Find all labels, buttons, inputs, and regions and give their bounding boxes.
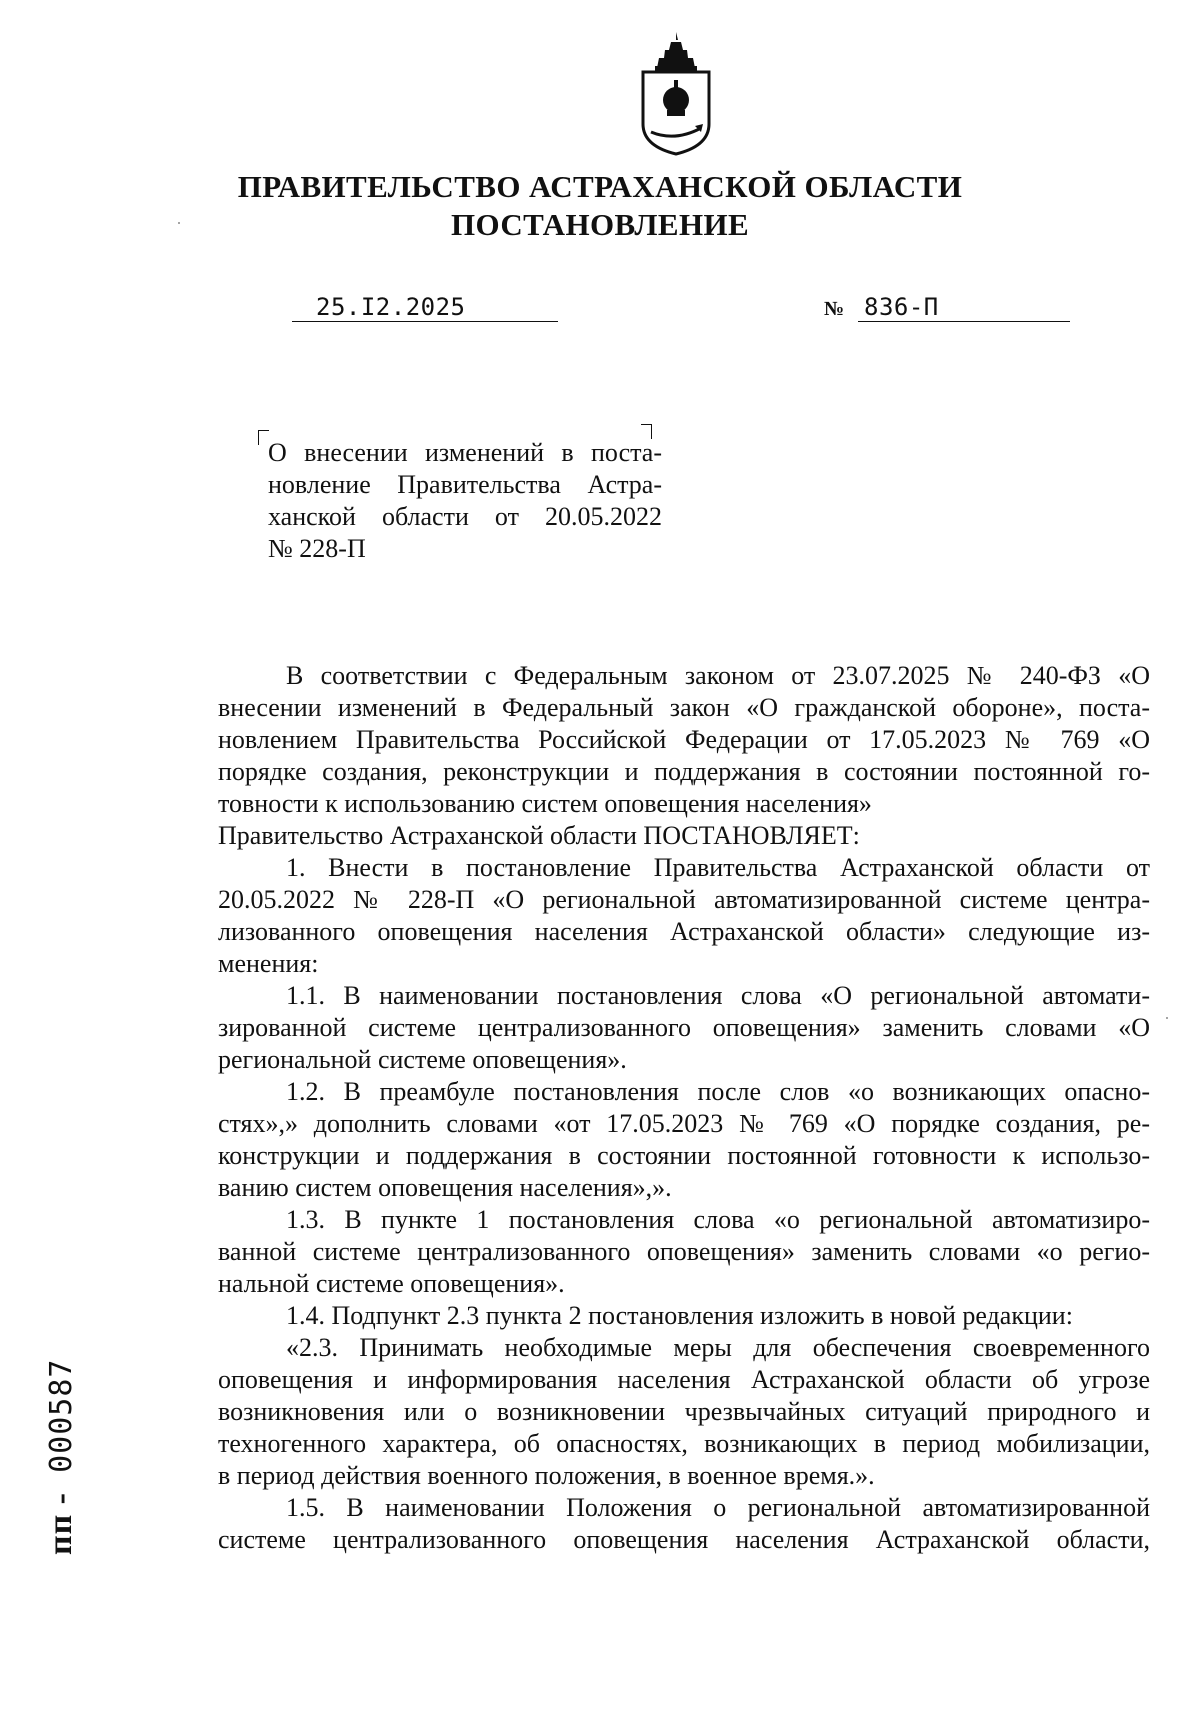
document-body: [218, 660, 1150, 1556]
subject-line: № 228-П: [268, 534, 366, 563]
body-line: 1.5. В наименовании Положения о региональной автоматизированной: [286, 1493, 1150, 1522]
stamp-prefix: пп -: [42, 1491, 79, 1555]
body-line: менения:: [218, 949, 319, 978]
body-line: возникновения или о возникновении чрезвычайных ситуаций природного и: [218, 1397, 1150, 1426]
body-line: ванной системе централизованного оповещения» заменить словами «о регио-: [218, 1237, 1150, 1266]
body-line: стях»,» дополнить словами «от 17.05.2023 № 769 «О порядке создания, ре-: [218, 1109, 1150, 1138]
subject-line: О внесении изменений в поста-: [268, 438, 662, 467]
registration-stamp: [42, 1355, 80, 1555]
body-line: оповещения и информирования населения Астраханской области об угрозе: [218, 1365, 1150, 1394]
body-line: новлением Правительства Российской Федерации от 17.05.2023 № 769 «О: [218, 725, 1150, 754]
scan-speck: [178, 222, 180, 224]
body-line: В соответствии с Федеральным законом от 23.07.2025 № 240-ФЗ «О: [286, 661, 1150, 690]
body-line: порядке создания, реконструкции и поддержания в состоянии постоянной го-: [218, 757, 1150, 786]
body-line: 1. Внести в постановление Правительства Астраханской области от: [286, 853, 1150, 882]
body-line: 1.2. В преамбуле постановления после слов «о возникающих опасно-: [286, 1077, 1150, 1106]
astrakhan-coat-of-arms-icon: [635, 28, 717, 158]
document-date: 25.I2.2025: [292, 293, 558, 322]
body-line: ванию систем оповещения населения»,».: [218, 1173, 672, 1202]
stamp-number: 000587: [44, 1358, 79, 1473]
body-line: в период действия военного положения, в военное время.».: [218, 1461, 875, 1490]
body-line: 1.1. В наименовании постановления слова «О региональной автомати-: [286, 981, 1150, 1010]
scan-speck: [1166, 1017, 1168, 1019]
organization-title: ПРАВИТЕЛЬСТВО АСТРАХАНСКОЙ ОБЛАСТИ: [237, 169, 963, 204]
document-type-title: ПОСТАНОВЛЕНИЕ: [450, 207, 750, 242]
body-line: техногенного характера, об опасностях, возникающих в период мобилизации,: [218, 1429, 1150, 1458]
body-line: лизованного оповещения населения Астраханской области» следующие из-: [218, 917, 1150, 946]
body-line: внесении изменений в Федеральный закон «О гражданской обороне», поста-: [218, 693, 1150, 722]
document-number: 836-П: [858, 293, 1070, 322]
document-header: [0, 168, 1200, 244]
body-line: нальной системе оповещения».: [218, 1269, 565, 1298]
body-line: 20.05.2022 № 228-П «О региональной автоматизированной системе центра-: [218, 885, 1150, 914]
number-sign: №: [824, 298, 845, 320]
body-line: товности к использованию систем оповещения населения»: [218, 789, 872, 818]
body-line: системе централизованного оповещения населения Астраханской области,: [218, 1525, 1150, 1554]
body-line: региональной системе оповещения».: [218, 1045, 627, 1074]
body-line: зированной системе централизованного оповещения» заменить словами «О: [218, 1013, 1150, 1042]
subject-line: ханской области от 20.05.2022: [268, 502, 662, 531]
subject-line: новление Правительства Астра-: [268, 470, 662, 499]
body-line: конструкции и поддержания в состоянии постоянной готовности к использо-: [218, 1141, 1150, 1170]
body-line: «2.3. Принимать необходимые меры для обеспечения своевременного: [286, 1333, 1150, 1362]
body-line: 1.4. Подпункт 2.3 пункта 2 постановления изложить в новой редакции:: [286, 1301, 1073, 1330]
body-line: Правительство Астраханской области ПОСТАНОВЛЯЕТ:: [218, 821, 860, 850]
document-subject: [268, 437, 662, 565]
body-line: 1.3. В пункте 1 постановления слова «о региональной автоматизиро-: [286, 1205, 1150, 1234]
